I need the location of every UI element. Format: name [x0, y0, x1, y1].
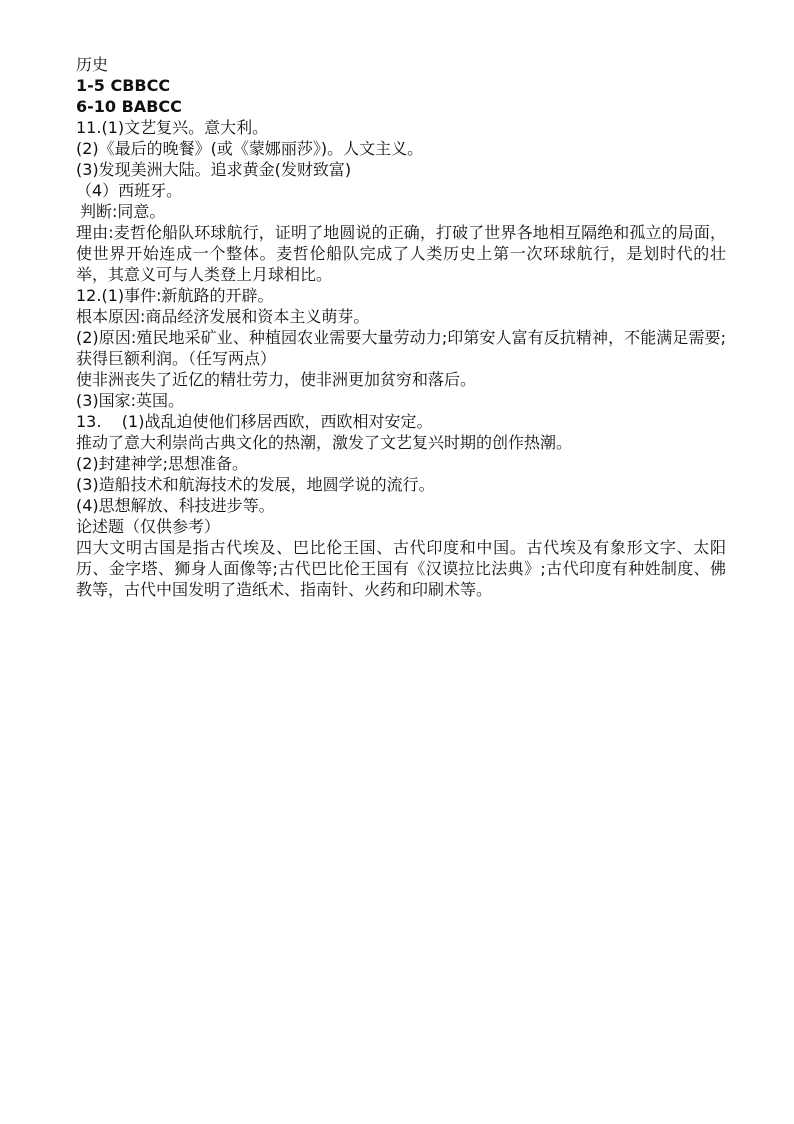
- q12-part2: (2)原因:殖民地采矿业、种植园农业需要大量劳动力;印第安人富有反抗精神，不能满足需要;获得巨额利润。（任写两点）: [76, 328, 726, 368]
- q11-judgement: 判断:同意。: [80, 202, 166, 221]
- answer-document: [76, 54, 726, 600]
- q13-part1: 13. (1)战乱迫使他们移居西欧，西欧相对安定。: [76, 412, 433, 431]
- q12-root-cause: 根本原因:商品经济发展和资本主义萌芽。: [76, 307, 370, 326]
- essay-body: 四大文明古国是指古代埃及、巴比伦王国、古代印度和中国。古代埃及有象形文字、太阳历、金字塔、狮身人面像等;古代巴比伦王国有《汉谟拉比法典》;古代印度有种姓制度、佛教等，古代中国发明了造纸术、指南针、火药和印刷术等。: [76, 538, 726, 599]
- doc-title: 历史: [76, 55, 109, 74]
- q11-part2: (2)《最后的晚餐》(或《蒙娜丽莎》)。人文主义。: [76, 139, 424, 158]
- q11-reason: 理由:麦哲伦船队环球航行，证明了地圆说的正确，打破了世界各地相互隔绝和孤立的局面，使世界开始连成一个整体。麦哲伦船队完成了人类历史上第一次环球航行，是划时代的壮举，其意义可与人类登上月球相比。: [76, 223, 726, 284]
- q12-part1: 12.(1)事件:新航路的开辟。: [76, 286, 274, 305]
- q11-part3: (3)发现美洲大陆。追求黄金(发财致富): [76, 160, 352, 179]
- q12-part3: (3)国家:英国。: [76, 391, 185, 410]
- q13-part3: (3)造船技术和航海技术的发展，地圆学说的流行。: [76, 475, 435, 494]
- choice-answers-1-5: 1-5 CBBCC: [76, 76, 171, 95]
- essay-heading: 论述题（仅供参考）: [76, 517, 221, 536]
- q13-part4: (4)思想解放、科技进步等。: [76, 496, 275, 515]
- q11-part4: （4）西班牙。: [76, 181, 183, 200]
- q11-part1: 11.(1)文艺复兴。意大利。: [76, 118, 269, 137]
- choice-answers-6-10: 6-10 BABCC: [76, 97, 182, 116]
- q12-impact: 使非洲丧失了近亿的精壮劳力，使非洲更加贫穷和落后。: [76, 370, 477, 389]
- q13-effect: 推动了意大利崇尚古典文化的热潮，激发了文艺复兴时期的创作热潮。: [76, 433, 573, 452]
- q13-part2: (2)封建神学;思想准备。: [76, 454, 249, 473]
